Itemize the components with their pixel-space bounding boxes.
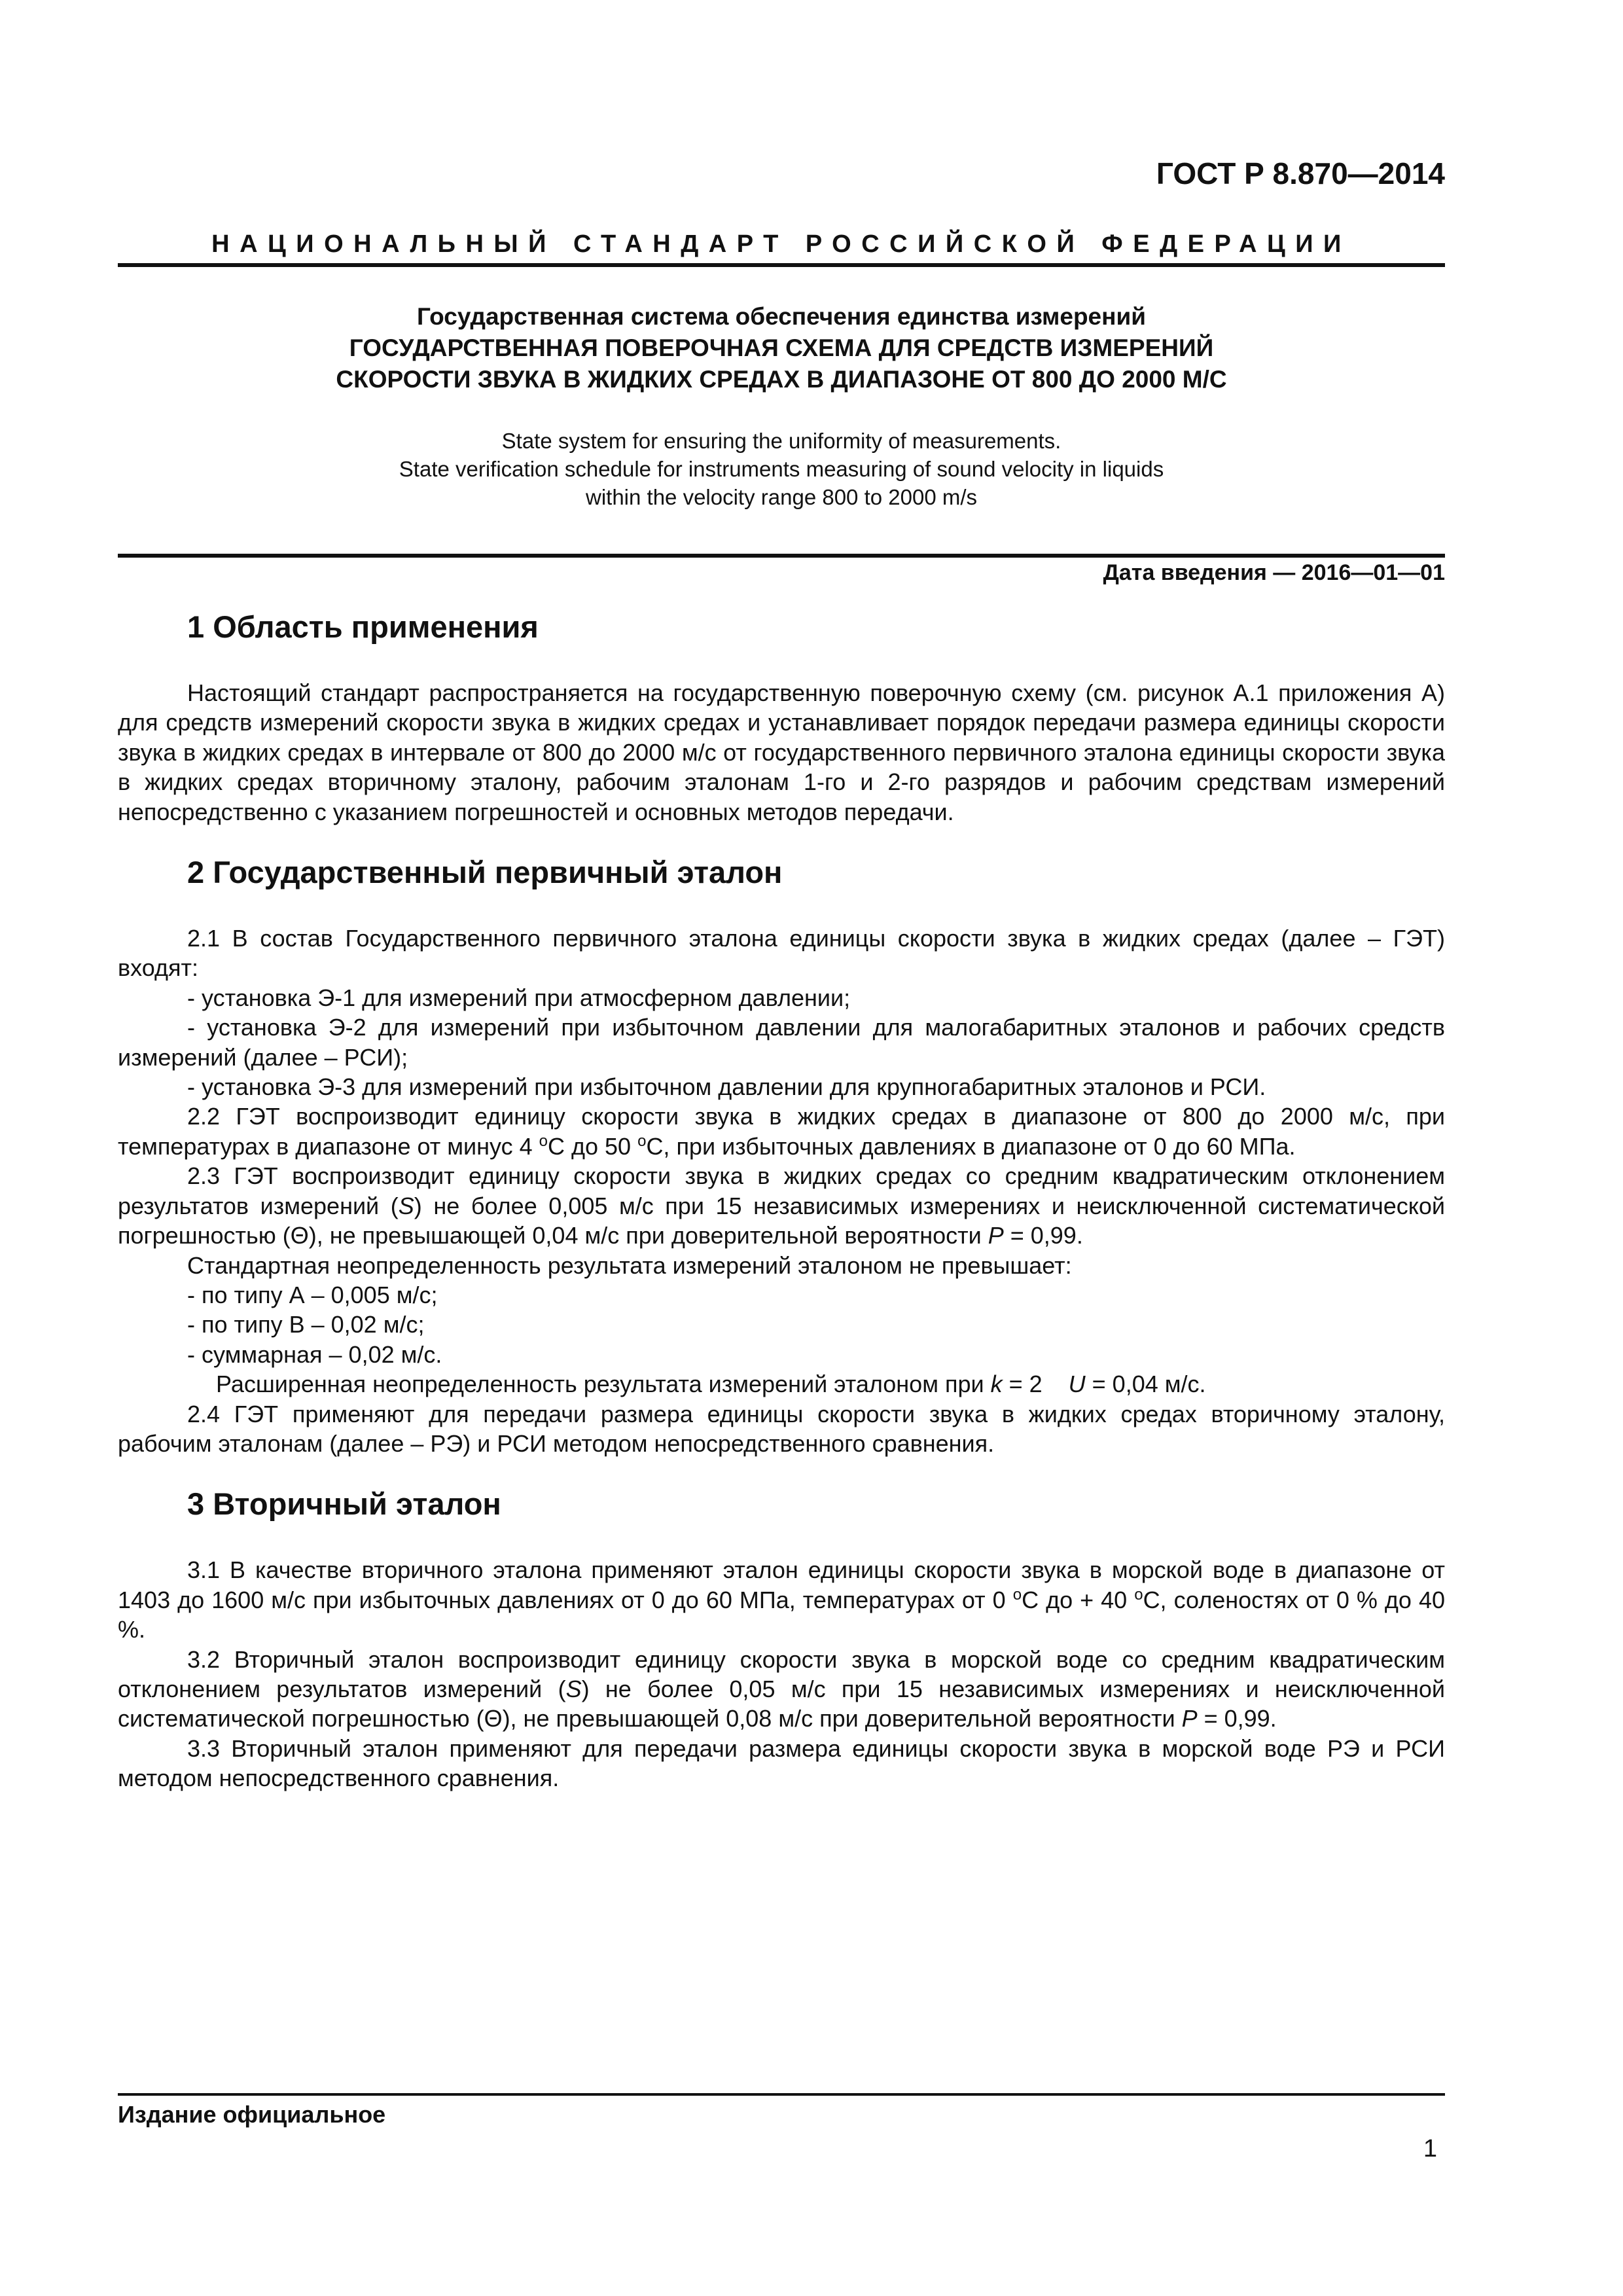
text-run: 2.2 ГЭТ воспроизводит единицу скорости звука в жидких средах в диапазоне от 800 до 2000 м/с, при температурах в диапазоне от минус 4 [118, 1103, 1445, 1160]
text-run: С до 50 [548, 1132, 638, 1160]
title-rule [118, 554, 1445, 558]
footer-rule [118, 2093, 1445, 2096]
title-en-line: within the velocity range 800 to 2000 m/s [585, 485, 977, 509]
paragraph-3-2 [118, 1645, 1445, 1734]
list-item: - по типу А – 0,005 м/с; [187, 1281, 438, 1308]
title-en-line: State verification schedule for instruments measuring of sound velocity in liquids [399, 457, 1164, 481]
text-run: ) не более 0,005 м/с при 15 независимых измерениях и неисключенной систематической погрешностью (Θ), не превышающей 0,04 м/с при доверительной вероятности [118, 1192, 1446, 1249]
list-item: - суммарная – 0,02 м/с. [187, 1340, 442, 1368]
text-run: С до + 40 [1022, 1586, 1135, 1613]
paragraph-2-4: 2.4 ГЭТ применяют для передачи размера единицы скорости звука в жидких средах вторичному эталону, рабочим эталонам (далее – РЭ) и РСИ методом непосредственного сравнения. [118, 1400, 1445, 1457]
symbol-k: k [990, 1371, 1003, 1398]
title-ru-line: ГОСУДАРСТВЕННАЯ ПОВЕРОЧНАЯ СХЕМА ДЛЯ СРЕДСТВ ИЗМЕРЕНИЙ [349, 334, 1214, 361]
list-item: - установка Э-2 для измерений при избыточном давлении для малогабаритных эталонов и рабочих средств измерений (далее – РСИ); [118, 1014, 1445, 1071]
text-run: = 0,99. [1003, 1222, 1083, 1249]
symbol-p: P [1181, 1705, 1198, 1732]
standard-number: ГОСТ Р 8.870—2014 [1156, 156, 1445, 190]
title-en-line: State system for ensuring the uniformity of measurements. [501, 429, 1061, 453]
symbol-u: U [1068, 1371, 1086, 1398]
header-rule [118, 263, 1445, 267]
section-heading-secondary-standard: 3 Вторичный эталон [187, 1486, 501, 1522]
document-body [118, 609, 1445, 1793]
list-item: - установка Э-3 для измерений при избыточном давлении для крупногабаритных эталонов и РСИ. [187, 1073, 1266, 1101]
title-ru-line: Государственная система обеспечения единства измерений [417, 303, 1146, 330]
national-standard-banner: НАЦИОНАЛЬНЫЙ СТАНДАРТ РОССИЙСКОЙ ФЕДЕРАЦИИ [211, 230, 1351, 258]
uncertainty-intro: Стандартная неопределенность результата измерений эталоном не превышает: [187, 1251, 1072, 1279]
title-english [118, 427, 1445, 511]
introduction-date: Дата введения — 2016—01—01 [1103, 560, 1445, 585]
list-item: - установка Э-1 для измерений при атмосферном давлении; [187, 984, 851, 1011]
text-run: 3.1 В качестве вторичного эталона применяют эталон единицы скорости звука в морской воде в диапазоне от 1403 до 1600 м/с при избыточных давлениях от 0 до 60 МПа, температурах от 0 [118, 1556, 1445, 1613]
paragraph-2-2 [118, 1102, 1445, 1161]
text-run: С, при избыточных давлениях в диапазоне от 0 до 60 МПа. [646, 1132, 1296, 1160]
symbol-s: S [565, 1675, 582, 1702]
symbol-p: P [988, 1222, 1004, 1249]
text-run: ) не более 0,05 м/с при 15 независимых измерениях и неисключенной систематической погрешностью (Θ), не превышающей 0,08 м/с при доверительной вероятности [118, 1675, 1445, 1732]
page-number: 1 [1423, 2135, 1437, 2162]
list-item: - по типу В – 0,02 м/с; [187, 1311, 425, 1338]
paragraph-2-3 [118, 1161, 1445, 1250]
degree-sign: о [637, 1132, 647, 1150]
text-run: = 0,99. [1197, 1705, 1277, 1732]
text-run: 2.3 ГЭТ воспроизводит единицу скорости звука в жидких средах со средним квадратическим отклонением результатов измерений ( [118, 1162, 1445, 1219]
title-ru-line: СКОРОСТИ ЗВУКА В ЖИДКИХ СРЕДАХ В ДИАПАЗОНЕ ОТ 800 ДО 2000 М/С [336, 366, 1227, 393]
degree-sign: о [1012, 1585, 1022, 1604]
symbol-s: S [398, 1192, 414, 1219]
text-run: Расширенная неопределенность результата измерений эталоном при [216, 1371, 991, 1398]
paragraph-3-3: 3.3 Вторичный эталон применяют для передачи размера единицы скорости звука в морской воде РЭ и РСИ методом непосредственного сравнения. [118, 1734, 1445, 1792]
section-heading-primary-standard: 2 Государственный первичный эталон [187, 855, 783, 890]
text-run: = 0,04 м/с. [1085, 1371, 1206, 1398]
expanded-uncertainty [118, 1369, 1445, 1399]
official-edition-label: Издание официальное [118, 2101, 386, 2128]
text-run: 3.2 Вторичный эталон воспроизводит единицу скорости звука в морской воде со средним квадратическим отклонением результатов измерений ( [118, 1645, 1445, 1702]
degree-sign: о [539, 1132, 548, 1150]
paragraph: Настоящий стандарт распространяется на государственную поверочную схему (см. рисунок А.1 приложения А) для средств измерений скорости звука в жидких средах и устанавливает порядок передачи размера единицы скорости звука в жидких средах в интервале от 800 до 2000 м/с от государственного первичного эталона единицы скорости звука в жидких средах вторичному эталону, рабочим эталонам 1-го и 2-го разрядов и рабочим средствам измерений непосредственно с указанием погрешностей и основных методов передачи. [118, 679, 1445, 825]
paragraph-3-1 [118, 1555, 1445, 1644]
section-heading-scope: 1 Область применения [187, 609, 539, 644]
paragraph-2-1: 2.1 В состав Государственного первичного эталона единицы скорости звука в жидких средах (далее – ГЭТ) входят: [118, 925, 1445, 982]
title-russian [118, 301, 1445, 395]
degree-sign: о [1134, 1585, 1143, 1604]
document-page [118, 0, 1445, 2296]
text-run: С, соленостях от 0 % до 40 %. [118, 1586, 1445, 1643]
text-run: = 2 [1002, 1371, 1069, 1398]
